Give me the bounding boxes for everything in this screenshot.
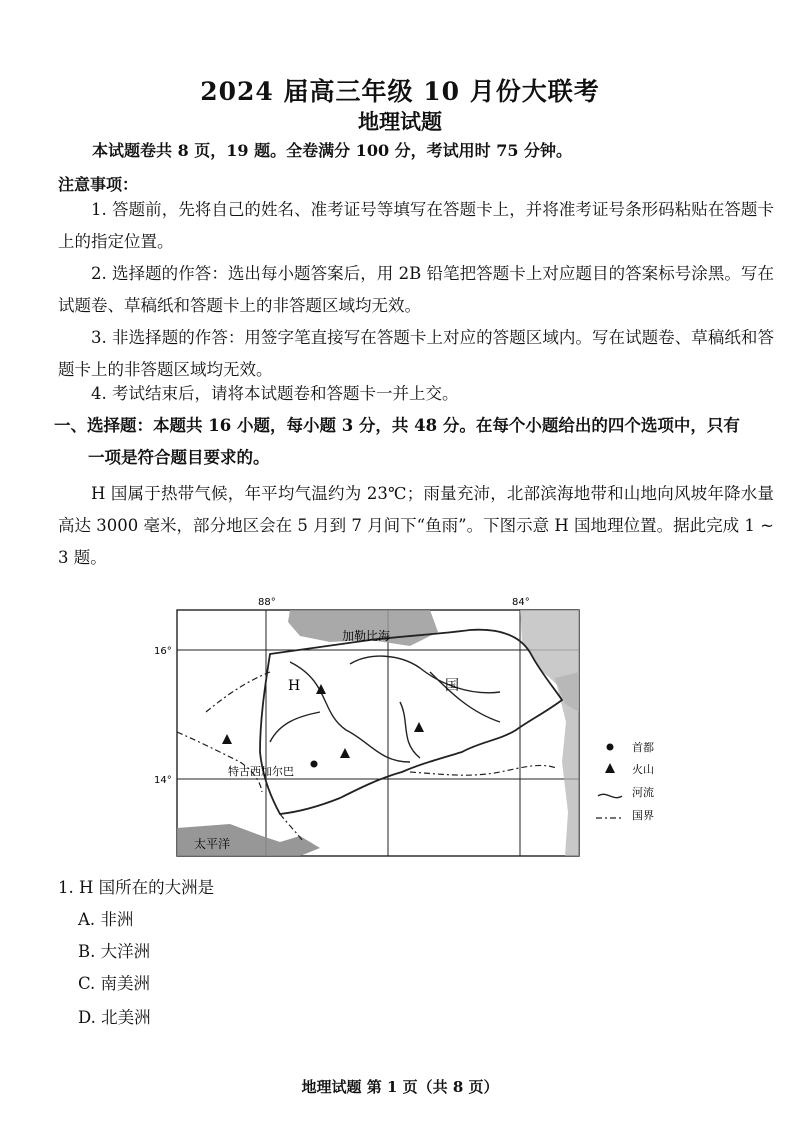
exam-title: 2024 届高三年级 10 月份大联考: [200, 77, 600, 106]
lon-label-88: 88°: [258, 597, 276, 608]
legend-river-label: 河流: [632, 786, 654, 799]
h-country-map: [154, 592, 700, 864]
country-label-h: H: [288, 678, 301, 694]
legend-volcano-label: 火山: [632, 763, 654, 776]
option-b: B. 大洋洲: [78, 942, 151, 961]
section-heading-line2: 一项是符合题目要求的。: [88, 448, 270, 467]
notice-item-4: 4. 考试结束后，请将本试题卷和答题卡一并上交。: [91, 384, 459, 403]
exam-info: 本试题卷共 8 页，19 题。全卷满分 100 分，考试用时 75 分钟。: [92, 141, 573, 160]
lat-label-14: 14°: [154, 775, 172, 786]
notice-item-3: 3. 非选择题的作答：用签字笔直接写在答题卡上对应的答题区域内。写在试题卷、草稿纸和答题卡上的非答题区域均无效。: [58, 328, 774, 379]
map-figure: [154, 592, 700, 864]
country-label-guo: 国: [445, 678, 459, 694]
legend-river-icon: [598, 794, 622, 797]
map-frame: [177, 610, 579, 856]
capital-label: 特古西加尔巴: [228, 765, 294, 778]
legend-capital-label: 首都: [632, 741, 654, 754]
capital-dot-icon: [311, 761, 318, 768]
notice-heading: 注意事项：: [58, 175, 139, 194]
sea-label-caribbean: 加勒比海: [342, 629, 391, 643]
exam-subject: 地理试题: [358, 109, 442, 134]
option-a: A. 非洲: [78, 910, 134, 929]
sea-label-pacific: 太平洋: [194, 837, 231, 851]
lon-label-84: 84°: [512, 597, 530, 608]
notice-item-1: 1. 答题前，先将自己的姓名、准考证号等填写在答题卡上，并将准考证号条形码粘贴在答题卡上的指定位置。: [58, 200, 774, 251]
section-heading-line1: 一、选择题：本题共 16 小题，每小题 3 分，共 48 分。在每个小题给出的四个选项中，只有: [54, 416, 740, 435]
option-c: C. 南美洲: [78, 974, 151, 993]
legend-volcano-icon: [605, 763, 615, 773]
notice-item-2: 2. 选择题的作答：选出每小题答案后，用 2B 铅笔把答题卡上对应题目的答案标号涂黑。写在试题卷、草稿纸和答题卡上的非答题区域均无效。: [58, 264, 774, 315]
legend-capital-icon: [607, 744, 614, 751]
legend-border-label: 国界: [632, 809, 654, 822]
option-d: D. 北美洲: [78, 1008, 151, 1027]
question-stem: H 国属于热带气候，年平均气温约为 23℃；雨量充沛，北部滨海地带和山地向风坡年降水量高达 3000 毫米，部分地区会在 5 月到 7 月间下“鱼雨”。下图示意 H 国地理位置。据此完成 1 ~ 3 题。: [58, 484, 774, 567]
lat-label-16: 16°: [154, 646, 172, 657]
section-heading: [54, 410, 776, 474]
question-1-stem: 1. H 国所在的大洲是: [58, 878, 215, 897]
page-footer: 地理试题 第 1 页（共 8 页）: [301, 1078, 499, 1096]
